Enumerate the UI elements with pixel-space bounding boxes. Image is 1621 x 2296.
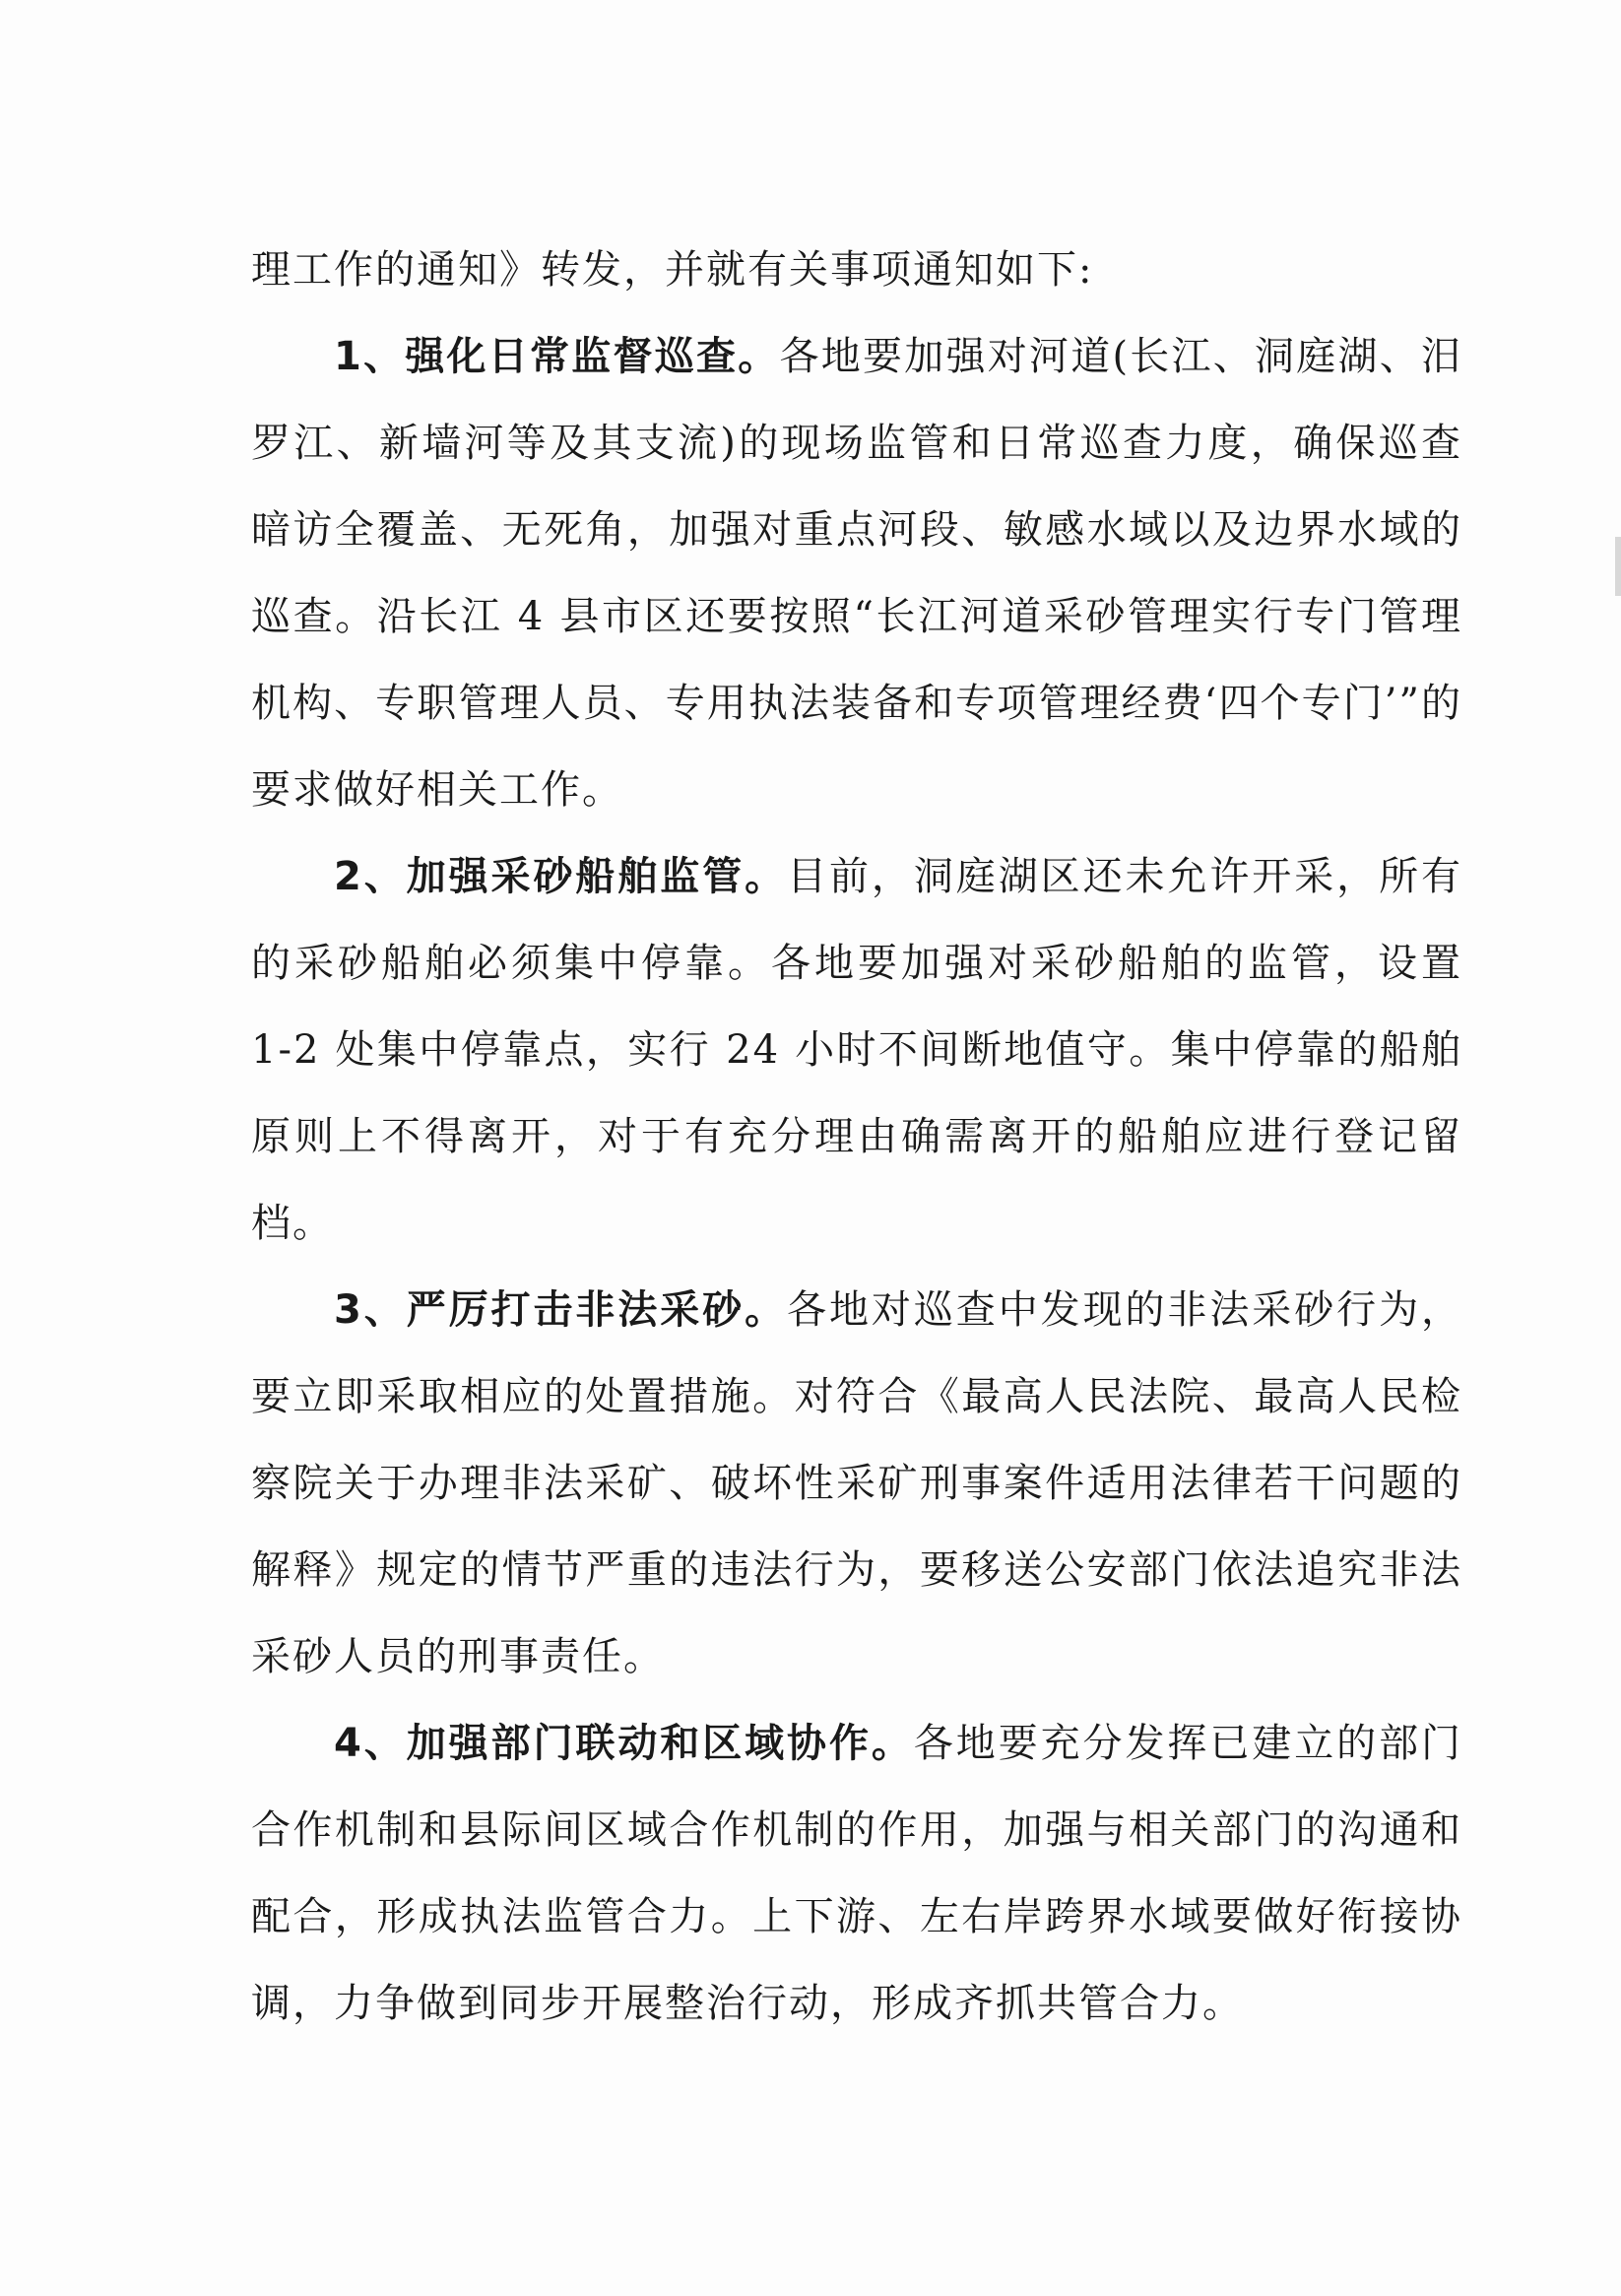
scan-edge-mark <box>1615 537 1621 596</box>
intro-text: 理工作的通知》转发，并就有关事项通知如下: <box>251 247 1094 293</box>
section-2-body: 目前，洞庭湖区还未允许开采，所有的采砂船舶必须集中停靠。各地要加强对采砂船舶的监管，设置 1-2 处集中停靠点，实行 24 小时不间断地值守。集中停靠的船舶原则上不得离开，对于有充分理由确需离开的船舶应进行登记留档。 <box>251 854 1462 1246</box>
section-3-heading: 3、严厉打击非法采砂。 <box>334 1287 788 1333</box>
section-3-paragraph <box>251 1267 1462 1700</box>
section-4-heading: 4、加强部门联动和区域协作。 <box>334 1721 914 1766</box>
section-1-body: 各地要加强对河道(长江、洞庭湖、汨罗江、新墙河等及其支流)的现场监管和日常巡查力度，确保巡查暗访全覆盖、无死角，加强对重点河段、敏感水域以及边界水域的巡查。沿长江 4 县市区还要按照“长江河道采砂管理实行专门管理机构、专职管理人员、专用执法装备和专项管理经费‘四个专门’”的要求做好相关工作。 <box>251 334 1462 813</box>
section-4-body: 各地要充分发挥已建立的部门合作机制和县际间区域合作机制的作用，加强与相关部门的沟通和配合，形成执法监管合力。上下游、左右岸跨界水域要做好衔接协调，力争做到同步开展整治行动，形成齐抓共管合力。 <box>251 1721 1462 2026</box>
section-4-paragraph <box>251 1700 1462 2047</box>
section-2-paragraph <box>251 833 1462 1267</box>
document-body <box>251 227 1462 2047</box>
section-1-paragraph <box>251 313 1462 833</box>
section-2-heading: 2、加强采砂船舶监管。 <box>334 854 788 899</box>
intro-paragraph <box>251 227 1462 313</box>
section-3-body: 各地对巡查中发现的非法采砂行为，要立即采取相应的处置措施。对符合《最高人民法院、最高人民检察院关于办理非法采矿、破坏性采矿刑事案件适用法律若干问题的解释》规定的情节严重的违法行为，要移送公安部门依法追究非法采砂人员的刑事责任。 <box>251 1287 1462 1679</box>
section-1-heading: 1、强化日常监督巡查。 <box>334 334 780 379</box>
